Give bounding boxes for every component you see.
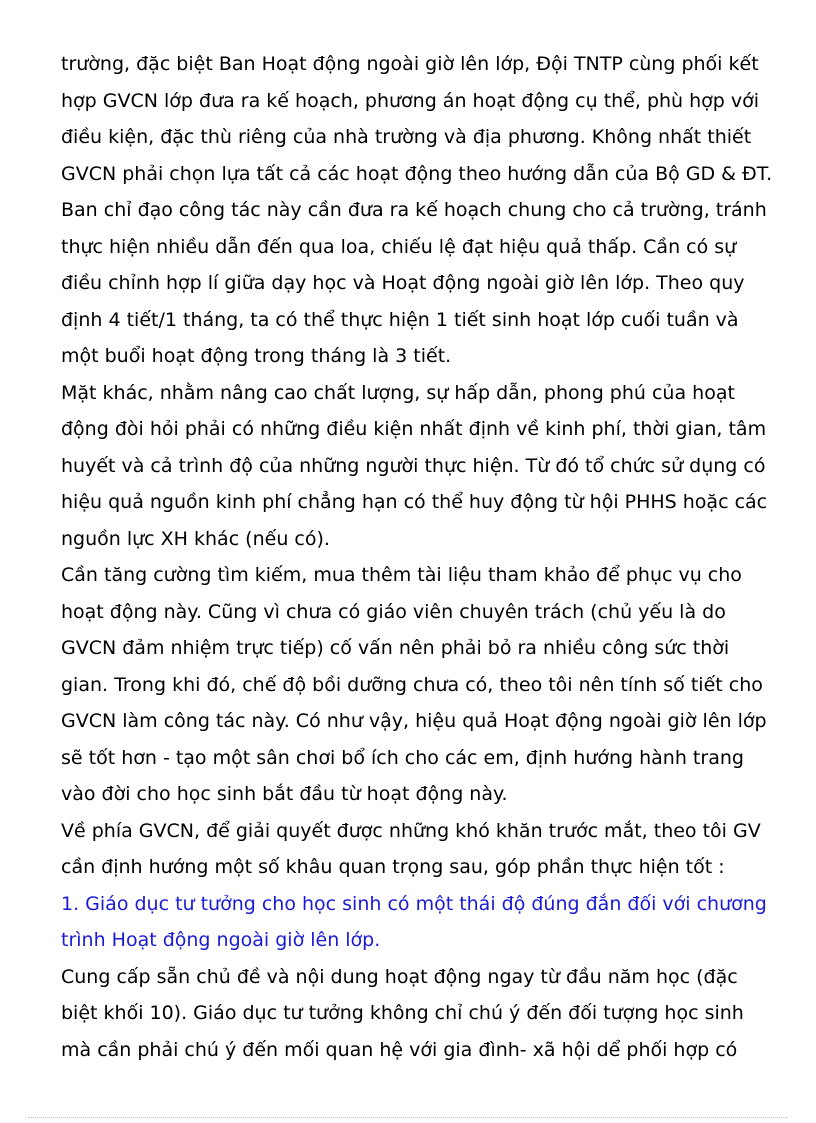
text-line: điều chỉnh hợp lí giữa dạy học và Hoạt động ngoài giờ lên lớp. Theo quy: [61, 272, 745, 294]
text-line: một buổi hoạt động trong tháng là 3 tiết.: [61, 345, 452, 367]
text-line: Mặt khác, nhằm nâng cao chất lượng, sự hấp dẫn, phong phú của hoạt: [61, 381, 735, 404]
text-line: định 4 tiết/1 tháng, ta có thể thực hiện 1 tiết sinh hoạt lớp cuối tuần và: [61, 308, 739, 331]
text-line: hoạt động này. Cũng vì chưa có giáo viên chuyên trách (chủ yếu là do: [61, 600, 726, 623]
text-line: gian. Trong khi đó, chế độ bồi dưỡng chưa có, theo tôi nên tính số tiết cho: [61, 673, 763, 696]
text-line: GVCN phải chọn lựa tất cả các hoạt động theo hướng dẫn của Bộ GD & ĐT.: [61, 162, 773, 185]
text-line: Ban chỉ đạo công tác này cần đưa ra kế hoạch chung cho cả trường, tránh: [61, 199, 767, 221]
page-bottom-divider: [28, 1117, 788, 1118]
text-line: động đòi hỏi phải có những điều kiện nhất định về kinh phí, thời gian, tâm: [61, 418, 767, 440]
text-line: biệt khối 10). Giáo dục tư tưởng không chỉ chú ý đến đối tượng học sinh: [61, 1002, 744, 1024]
text-line: Cần tăng cường tìm kiếm, mua thêm tài liệu tham khảo để phục vụ cho: [61, 564, 742, 586]
text-line: hiệu quả nguồn kinh phí chẳng hạn có thể huy động từ hội PHHS hoặc các: [61, 491, 768, 513]
text-line: vào đời cho học sinh bắt đầu từ hoạt động này.: [61, 783, 508, 805]
text-line: Về phía GVCN, để giải quyết được những khó khăn trước mắt, theo tôi GV: [61, 819, 761, 842]
text-line: huyết và cả trình độ của những người thực hiện. Từ đó tổ chức sử dụng có: [61, 454, 766, 477]
section-heading-line: trình Hoạt động ngoài giờ lên lớp.: [61, 929, 381, 951]
text-line: mà cần phải chú ý đến mối quan hệ với gia đình- xã hội dể phối hợp có: [61, 1038, 738, 1061]
document-body: [61, 46, 781, 1068]
text-line: sẽ tốt hơn - tạo một sân chơi bổ ích cho các em, định hướng hành trang: [61, 746, 744, 769]
text-line: trường, đặc biệt Ban Hoạt động ngoài giờ lên lớp, Đội TNTP cùng phối kết: [61, 53, 759, 75]
text-line: GVCN làm công tác này. Có như vậy, hiệu quả Hoạt động ngoài giờ lên lớp: [61, 710, 767, 732]
text-line: cần định hướng một số khâu quan trọng sau, góp phần thực hiện tốt :: [61, 856, 725, 878]
text-line: điều kiện, đặc thù riêng của nhà trường và địa phương. Không nhất thiết: [61, 126, 752, 148]
text-line: hợp GVCN lớp đưa ra kế hoạch, phương án hoạt động cụ thể, phù hợp với: [61, 89, 760, 112]
section-heading-line: 1. Giáo dục tư tưởng cho học sinh có một thái độ đúng đắn đối với chương: [61, 892, 767, 915]
text-line: nguồn lực XH khác (nếu có).: [61, 527, 330, 550]
text-line: Cung cấp sẵn chủ đề và nội dung hoạt động ngay từ đầu năm học (đặc: [61, 965, 738, 988]
text-line: GVCN đảm nhiệm trực tiếp) cố vấn nên phải bỏ ra nhiều công sức thời: [61, 637, 730, 659]
text-line: thực hiện nhiều dẫn đến qua loa, chiếu lệ đạt hiệu quả thấp. Cần có sự: [61, 235, 737, 258]
